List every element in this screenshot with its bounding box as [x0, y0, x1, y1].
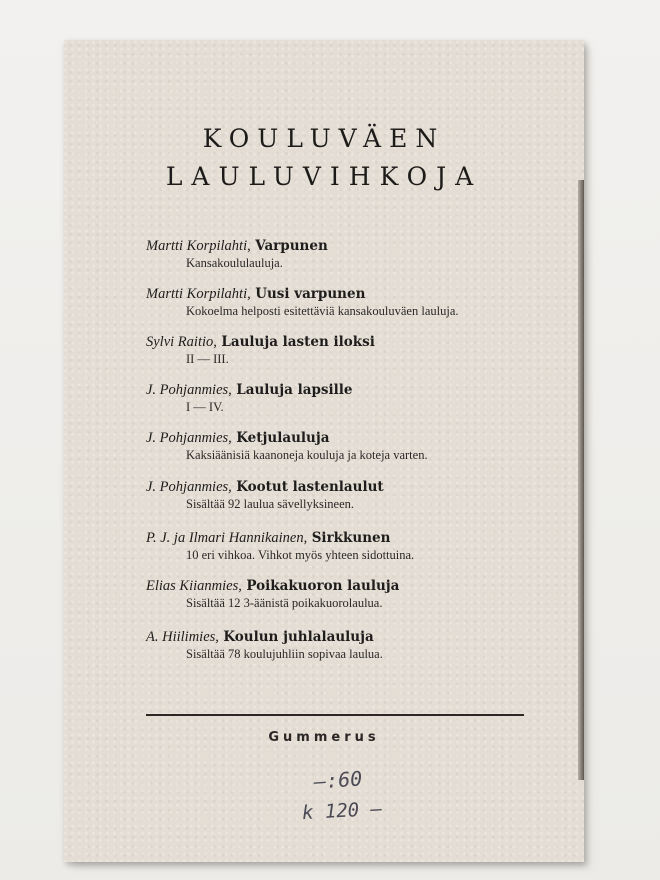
handwritten-price: —:60	[313, 766, 363, 794]
entry-author: J. Pohjanmies,	[146, 382, 232, 398]
list-item	[146, 238, 576, 271]
entry-title: Kootut lastenlaulut	[236, 479, 384, 495]
divider-rule	[146, 714, 524, 716]
entry-author: J. Pohjanmies,	[146, 479, 232, 495]
entry-author: Martti Korpilahti,	[146, 286, 251, 302]
page-edge	[578, 180, 584, 780]
entry-description: Kaksiäänisiä kaanoneja kouluja ja koteja varten.	[186, 448, 428, 462]
book-back-cover	[64, 40, 584, 862]
entry-title: Varpunen	[255, 238, 328, 254]
entry-title: Lauluja lasten iloksi	[221, 334, 375, 350]
list-item	[146, 479, 576, 512]
entry-author: J. Pohjanmies,	[146, 430, 232, 446]
list-item	[146, 430, 576, 463]
list-item	[146, 578, 576, 611]
entry-title: Poikakuoron lauluja	[246, 578, 400, 594]
entry-description: I — IV.	[186, 400, 224, 414]
entry-description: Kokoelma helposti esitettäviä kansakouluväen lauluja.	[186, 304, 459, 318]
list-item	[146, 382, 576, 415]
publisher-name: Gummerus	[268, 730, 380, 745]
list-item	[146, 629, 576, 662]
entry-description: 10 eri vihkoa. Vihkot myös yhteen sidottuina.	[186, 548, 415, 562]
entry-description: Kansakoululauluja.	[186, 256, 283, 270]
entry-description: Sisältää 78 koulujuhliin sopivaa laulua.	[186, 647, 383, 661]
handwritten-price-code: k 120 —	[301, 797, 383, 825]
list-item	[146, 530, 576, 563]
series-heading-line1: KOULUVÄEN	[202, 124, 446, 153]
list-item	[146, 334, 576, 367]
entry-author: Sylvi Raitio,	[146, 334, 217, 350]
series-heading-line2: LAULUVIHKOJA	[165, 162, 483, 191]
entry-author: A. Hiilimies,	[146, 629, 219, 645]
entry-title: Lauluja lapsille	[236, 382, 353, 398]
entry-description: II — III.	[186, 352, 229, 366]
list-item	[146, 286, 576, 319]
entry-title: Koulun juhlalauluja	[223, 629, 374, 645]
entry-author: Martti Korpilahti,	[146, 238, 251, 254]
entry-description: Sisältää 12 3-äänistä poikakuorolaulua.	[186, 596, 383, 610]
entry-author: P. J. ja Ilmari Hannikainen,	[146, 530, 308, 546]
entry-description: Sisältää 92 laulua sävellyksineen.	[186, 497, 355, 511]
entry-author: Elias Kiianmies,	[146, 578, 242, 594]
entry-title: Ketjulauluja	[236, 430, 330, 446]
entry-title: Uusi varpunen	[255, 286, 366, 302]
entry-title: Sirkkunen	[311, 530, 391, 546]
